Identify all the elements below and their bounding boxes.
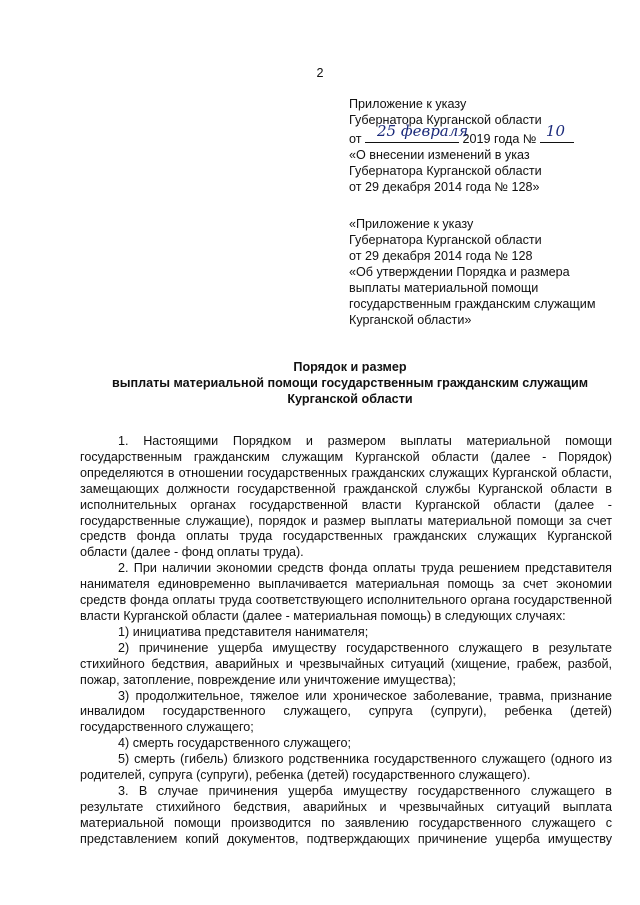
appendix-block [349, 97, 629, 329]
date-field [365, 121, 469, 143]
appendix-line: Приложение к указу [349, 97, 467, 111]
document-body [80, 434, 612, 848]
number-field [540, 121, 574, 143]
date-prefix: от [349, 131, 362, 146]
list-item: 1) инициатива представителя нанимателя; [118, 624, 369, 639]
page-number: 2 [316, 66, 324, 80]
appendix-line: «Приложение к указу [349, 217, 474, 232]
list-item: 3) продолжительное, тяжелое или хроническое заболевание, травма, признание инвалидом государственного служащего, супруга (супруги), ребенка (детей) государственного служащего; [80, 688, 612, 735]
list-item: 2) причинение ущерба имуществу государственного служащего в результате стихийного бедствия, аварийных и чрезвычайных ситуаций (хищение, грабеж, разбой, пожар, затопление, повреждение или уничтожение имущества); [80, 640, 612, 687]
appendix-line: от 29 декабря 2014 года № 128 [349, 249, 533, 264]
paragraph: 1. Настоящими Порядком и размером выплаты материальной помощи государственным гражданским служащим Курганской области (далее - Порядок) определяются в отношении государственных гражданских служащих Курганской области, замещающих должности государственной гражданской службы Курганской области в исполнительных органах государственной власти Курганской области (далее - государственные служащие), порядок и размер выплаты материальной помощи за счет средств фонда оплаты труда государственных гражданских служащих Курганской области (далее - фонд оплаты труда). [80, 434, 612, 560]
appendix-line: от 29 декабря 2014 года № 128» [349, 179, 540, 194]
list-item: 5) смерть (гибель) близкого родственника государственного служащего (одного из родителей, супруга (супруги), ребенка (детей) государственного служащего). [80, 752, 612, 783]
appendix-line: Губернатора Курганской области [349, 233, 542, 248]
appendix-line: Курганской области» [349, 312, 472, 327]
document-title [60, 360, 640, 408]
handwritten-date: 25 февраля [377, 121, 469, 140]
appendix-line: «О внесении изменений в указ [349, 147, 530, 162]
appendix-line: выплаты материальной помощи [349, 281, 539, 296]
appendix-line: «Об утверждении Порядка и размера [349, 265, 570, 280]
list-item: 4) смерть государственного служащего; [118, 736, 351, 751]
handwritten-number: 10 [545, 121, 566, 140]
title-line: выплаты материальной помощи государственным гражданским служащим [111, 375, 589, 390]
date-year: 2019 года № [462, 131, 537, 146]
appendix-line: государственным гражданским служащим [349, 296, 596, 311]
paragraph: 2. При наличии экономии средств фонда оплаты труда решением представителя нанимателя единовременно выплачивается материальная помощь за счет экономии средств фонда оплаты труда соответствующего исполнительного органа государственной власти Курганской области (далее - материальная помощь) в следующих случаях: [80, 561, 612, 623]
paragraph: 3. В случае причинения ущерба имуществу государственного служащего в результате стихийного бедствия, аварийных и чрезвычайных ситуаций выплата материальной помощи производится по заявлению государственного служащего с представлением копий документов, подтверждающих причинение ущерба имуществу [80, 783, 612, 846]
appendix-date-line [349, 121, 629, 148]
appendix-line: Губернатора Курганской области [349, 163, 542, 178]
title-line: Курганской области [287, 391, 413, 406]
appendix-line: Губернатора Курганской области [349, 112, 542, 127]
title-line: Порядок и размер [293, 360, 407, 374]
